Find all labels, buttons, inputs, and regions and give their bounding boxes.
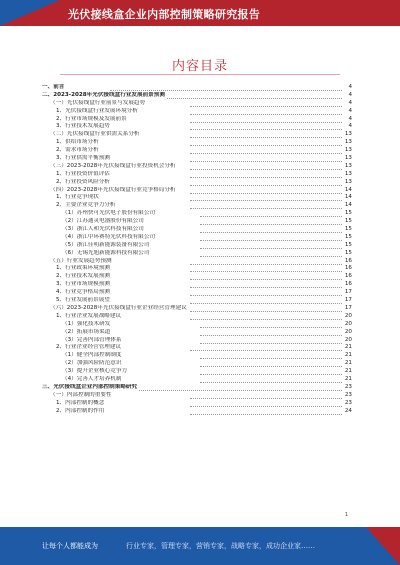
toc-entry-page: 4 [342, 100, 352, 108]
toc-entry[interactable] [0, 408, 400, 416]
toc-entry-text: （2）加强风险防范意识 [62, 360, 122, 367]
toc-entry-page: 4 [342, 92, 352, 100]
toc-entry[interactable] [0, 234, 400, 242]
toc-entry-text: （一）内部控制的重要性 [50, 391, 112, 398]
toc-entry-text: 2、主要企业竞争力分析 [56, 202, 116, 209]
leader-dots [190, 302, 348, 304]
leader-dots [190, 184, 348, 186]
toc-entry[interactable] [0, 116, 400, 124]
leader-dots [190, 199, 348, 201]
toc-entry-page: 17 [342, 297, 352, 305]
toc-entry[interactable] [0, 194, 400, 202]
footer-tagline: 行业专家，管理专家，营销专家，战略专家，成功企业家…… [126, 542, 315, 550]
toc-entry-page: 21 [342, 360, 352, 368]
leader-dots [200, 231, 348, 233]
toc-entry[interactable] [0, 131, 400, 139]
toc-entry[interactable] [0, 305, 400, 313]
table-of-contents [0, 84, 400, 415]
toc-entry-page: 15 [342, 218, 352, 226]
toc-entry-page: 16 [342, 273, 352, 281]
toc-entry-page: 14 [342, 194, 352, 202]
leader-dots [190, 405, 348, 407]
toc-entry-text: （二）光伏接线盒行业供需关系分析 [50, 131, 140, 138]
toc-entry-text: （四）2023-2028年光伏接线盒行业竞争格局分析 [50, 186, 176, 193]
toc-entry-text: （2）江苏通灵电器股份有限公司 [62, 218, 144, 225]
toc-entry[interactable] [0, 139, 400, 147]
leader-dots [190, 207, 348, 209]
toc-entry-text: 3、行业技术发展趋势 [56, 123, 110, 130]
toc-entry[interactable] [0, 147, 400, 155]
toc-entry[interactable] [0, 179, 400, 187]
toc-entry[interactable] [0, 163, 400, 171]
toc-entry-page: 4 [342, 123, 352, 131]
toc-entry-text: （五）行业发展趋势预测 [50, 257, 112, 264]
toc-entry-text: （3）提升企业核心竞争力 [62, 368, 128, 375]
toc-entry-text: 2、需求市场分析 [56, 147, 99, 154]
leader-dots [190, 160, 348, 162]
toc-entry[interactable] [0, 400, 400, 408]
page-number: 1 [344, 512, 348, 518]
toc-entry[interactable] [0, 289, 400, 297]
toc-entry-text: 三、光伏接线盒企业内部控制策略研究 [42, 383, 138, 390]
leader-dots [200, 334, 348, 336]
toc-entry-text: 1、行业投资价值评估 [56, 170, 110, 177]
leader-dots [190, 121, 348, 123]
toc-entry-text: （2）拓展市场渠道 [62, 328, 111, 335]
toc-entry-page: 13 [342, 155, 352, 163]
toc-entry-page: 15 [342, 234, 352, 242]
toc-entry[interactable] [0, 218, 400, 226]
leader-dots [190, 286, 348, 288]
toc-entry[interactable] [0, 281, 400, 289]
toc-entry[interactable] [0, 250, 400, 258]
toc-entry[interactable] [0, 202, 400, 210]
leader-dots [110, 89, 348, 91]
leader-dots [190, 192, 348, 194]
leader-dots [200, 342, 348, 344]
toc-entry-text: 5、行业发展前景展望 [56, 297, 110, 304]
toc-entry-text: （4）浙江中环赛特光伏科技有限公司 [62, 233, 156, 240]
toc-entry[interactable] [0, 123, 400, 131]
toc-entry-text: （4）完善人才培养机制 [62, 375, 122, 382]
toc-entry-text: 2、行业投资风险分析 [56, 178, 110, 185]
toc-entry-page: 20 [342, 337, 352, 345]
toc-entry-page: 15 [342, 250, 352, 258]
toc-entry[interactable] [0, 321, 400, 329]
toc-entry-page: 13 [342, 147, 352, 155]
toc-entry-text: （3）完善内部管理体系 [62, 336, 122, 343]
toc-entry-page: 17 [342, 305, 352, 313]
leader-dots [110, 389, 348, 391]
leader-dots [190, 263, 348, 265]
toc-entry[interactable] [0, 242, 400, 250]
leader-dots [190, 113, 348, 115]
toc-entry-page: 20 [342, 321, 352, 329]
toc-entry-page: 17 [342, 289, 352, 297]
toc-entry-text: 3、行业市场规模预测 [56, 281, 110, 288]
toc-entry-page: 16 [342, 281, 352, 289]
report-footer [0, 527, 400, 565]
toc-divider [60, 74, 340, 75]
leader-dots [200, 239, 348, 241]
leader-dots [200, 373, 348, 375]
leader-dots [190, 136, 348, 138]
toc-entry-text: （1）强化技术研发 [62, 320, 111, 327]
toc-entry-page: 13 [342, 179, 352, 187]
header-accent [0, 0, 60, 26]
toc-heading: 内容目录 [171, 59, 228, 74]
toc-entry[interactable] [0, 376, 400, 384]
toc-entry-page: 15 [342, 242, 352, 250]
toc-entry-text: 2、内部控制的作用 [56, 407, 105, 414]
toc-entry[interactable] [0, 92, 400, 100]
leader-dots [200, 223, 348, 225]
leader-dots [190, 144, 348, 146]
toc-entry-text: 3、行业供需平衡预测 [56, 155, 110, 162]
toc-entry[interactable] [0, 297, 400, 305]
leader-dots [200, 326, 348, 328]
toc-entry-text: （1）健全内部控制制度 [62, 352, 122, 359]
leader-dots [190, 168, 348, 170]
toc-entry-page: 4 [342, 108, 352, 116]
leader-dots [190, 413, 348, 415]
leader-dots [190, 128, 348, 130]
toc-entry-page: 14 [342, 202, 352, 210]
toc-entry-page: 16 [342, 258, 352, 266]
toc-entry-page: 13 [342, 139, 352, 147]
toc-entry-text: 1、行业政策环境预测 [56, 265, 110, 272]
toc-entry[interactable] [0, 344, 400, 352]
leader-dots [200, 215, 348, 217]
toc-entry-page: 13 [342, 131, 352, 139]
toc-entry-page: 13 [342, 171, 352, 179]
toc-entry[interactable] [0, 313, 400, 321]
toc-entry-text: （5）浙江佳明新能源装备有限公司 [62, 241, 150, 248]
toc-entry[interactable] [0, 187, 400, 195]
toc-entry-text: 1、供给市场分析 [56, 139, 99, 146]
leader-dots [190, 397, 348, 399]
leader-dots [190, 270, 348, 272]
toc-entry[interactable] [0, 368, 400, 376]
toc-entry-page: 21 [342, 352, 352, 360]
toc-entry-page: 15 [342, 226, 352, 234]
toc-entry-page: 14 [342, 187, 352, 195]
toc-entry-text: 一、前言 [42, 84, 65, 90]
toc-entry-page: 13 [342, 163, 352, 171]
toc-entry[interactable] [0, 100, 400, 108]
toc-entry[interactable] [0, 171, 400, 179]
leader-dots [200, 365, 348, 367]
toc-entry-text: （一）光伏接线盒行业前景与发展趋势 [50, 99, 146, 106]
leader-dots [190, 105, 348, 107]
toc-entry[interactable] [0, 384, 400, 392]
toc-entry[interactable] [0, 360, 400, 368]
toc-entry-text: 1、行业竞争现状 [56, 194, 99, 201]
report-title: 光伏接线盒企业内部控制策略研究报告 [68, 8, 261, 21]
toc-entry[interactable] [0, 273, 400, 281]
toc-entry-page: 23 [342, 392, 352, 400]
toc-entry[interactable] [0, 337, 400, 345]
footer-slogan: 让每个人都能成为 [42, 542, 98, 550]
leader-dots [200, 381, 348, 383]
toc-entry[interactable] [0, 84, 400, 92]
toc-entry-page: 20 [342, 313, 352, 321]
toc-entry-text: 二、2023-2028年光伏接线盒行业发展前景预测 [42, 91, 165, 98]
toc-entry-text: 1、光伏接线盒行业发展环境分析 [56, 107, 138, 114]
leader-dots [190, 310, 348, 312]
toc-entry[interactable] [0, 258, 400, 266]
toc-entry-page: 21 [342, 376, 352, 384]
toc-entry-page: 23 [342, 400, 352, 408]
toc-entry-page: 15 [342, 210, 352, 218]
toc-entry[interactable] [0, 265, 400, 273]
leader-dots [190, 318, 348, 320]
toc-entry-page: 20 [342, 329, 352, 337]
toc-entry-text: 2、行业技术发展预测 [56, 273, 110, 280]
toc-entry[interactable] [0, 108, 400, 116]
toc-entry-text: 1、内部控制的概念 [56, 399, 105, 406]
toc-entry-text: （3）浙江人和光伏科技有限公司 [62, 226, 144, 233]
leader-dots [190, 278, 348, 280]
toc-entry-page: 4 [342, 84, 352, 92]
leader-dots [200, 357, 348, 359]
toc-entry[interactable] [0, 155, 400, 163]
toc-entry[interactable] [0, 352, 400, 360]
toc-entry-text: （6）无锡光旭新能源科技有限公司 [62, 249, 150, 256]
leader-dots [200, 247, 348, 249]
leader-dots [190, 349, 348, 351]
toc-entry-text: （三）2023-2028年光伏接线盒行业投资机会分析 [50, 162, 176, 169]
toc-entry-text: （六）2023-2028年光伏接线盒行业企业经营管理建议 [50, 304, 187, 311]
toc-entry-page: 23 [342, 384, 352, 392]
toc-entry-page: 21 [342, 368, 352, 376]
toc-entry-page: 16 [342, 265, 352, 273]
toc-entry-page: 21 [342, 344, 352, 352]
leader-dots [200, 255, 348, 257]
report-header [0, 0, 400, 26]
toc-entry[interactable] [0, 392, 400, 400]
toc-entry-page: 4 [342, 116, 352, 124]
leader-dots [190, 152, 348, 154]
leader-dots [190, 176, 348, 178]
toc-entry-text: 2、行业企业经营管理建议 [56, 344, 122, 351]
toc-entry-text: （1）苏州快可光伏电子股份有限公司 [62, 210, 156, 217]
toc-entry[interactable] [0, 329, 400, 337]
toc-entry[interactable] [0, 226, 400, 234]
footer-accent [366, 527, 400, 565]
toc-entry-page: 24 [342, 408, 352, 416]
toc-entry[interactable] [0, 210, 400, 218]
toc-entry-text: 1、行业企业发展战略建议 [56, 312, 122, 319]
leader-dots [190, 294, 348, 296]
toc-entry-text: 4、行业竞争格局预测 [56, 289, 110, 296]
toc-entry-text: 2、行业市场规模及发展前景 [56, 115, 127, 122]
